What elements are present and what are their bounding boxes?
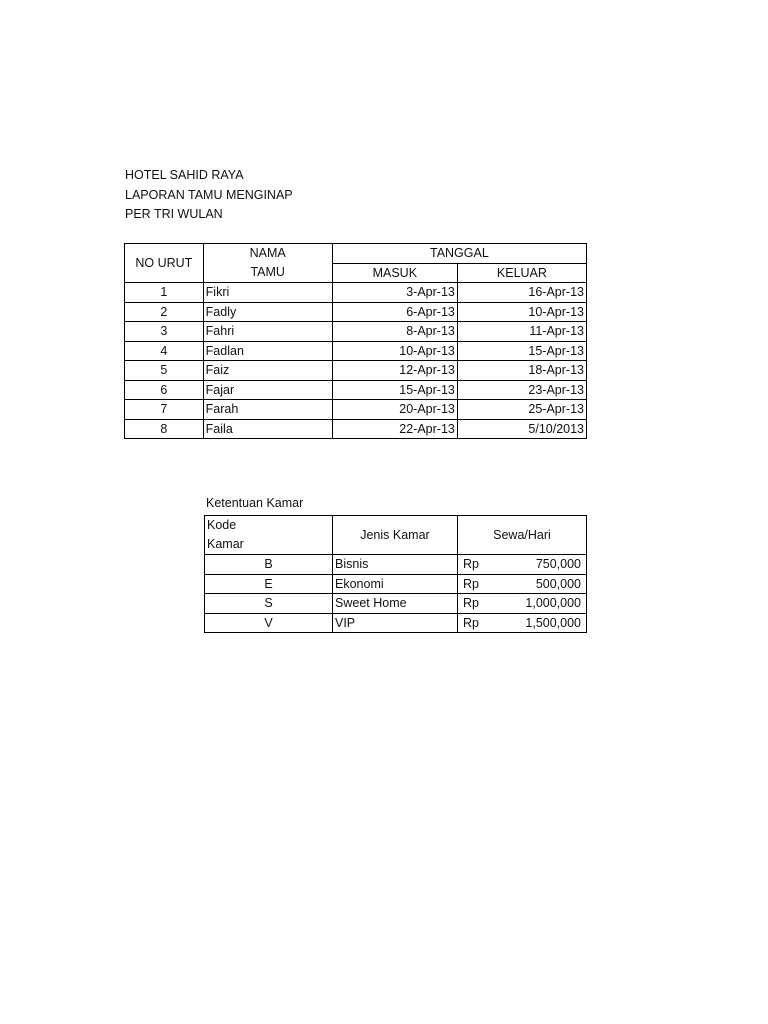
room-table-header-row [205,516,587,555]
cell-jenis-kamar: Sweet Home [333,594,458,614]
cell-tanggal-masuk: 3-Apr-13 [332,283,457,303]
cell-tanggal-masuk: 10-Apr-13 [332,341,457,361]
cell-nama-tamu: Fadlan [203,341,332,361]
cell-nama-tamu: Fajar [203,380,332,400]
cell-no-urut: 2 [125,302,204,322]
cell-kode-kamar: V [205,613,333,633]
cell-no-urut: 7 [125,400,204,420]
cell-kode-kamar: S [205,594,333,614]
cell-nama-tamu: Farah [203,400,332,420]
cell-tanggal-masuk: 12-Apr-13 [332,361,457,381]
cell-sewa-hari [457,594,586,614]
header-kode-line2: Kamar [207,537,244,551]
report-title-block [125,166,293,225]
cell-nama-tamu: Fahri [203,322,332,342]
table-row [125,341,587,361]
rent-amount: 750,000 [535,557,581,571]
currency-label: Rp [462,596,479,610]
header-masuk: MASUK [332,263,457,283]
table-row [125,302,587,322]
header-tanggal: TANGGAL [332,244,586,264]
header-keluar: KELUAR [457,263,586,283]
header-jenis-kamar: Jenis Kamar [333,516,458,555]
cell-tanggal-masuk: 6-Apr-13 [332,302,457,322]
cell-nama-tamu: Faiz [203,361,332,381]
room-table [204,515,587,633]
header-nama-line1: NAMA [249,246,286,260]
cell-nama-tamu: Fadly [203,302,332,322]
guest-table-header-row [125,244,587,264]
table-row [125,380,587,400]
table-row [205,594,587,614]
currency-label: Rp [462,557,479,571]
guest-table-body [125,283,587,439]
cell-tanggal-keluar: 18-Apr-13 [457,361,586,381]
cell-tanggal-keluar: 25-Apr-13 [457,400,586,420]
header-kode-line1: Kode [207,518,237,532]
rent-amount: 1,500,000 [525,615,581,630]
cell-no-urut: 6 [125,380,204,400]
cell-tanggal-keluar: 15-Apr-13 [457,341,586,361]
table-row [205,574,587,594]
cell-sewa-hari [457,613,586,633]
cell-tanggal-keluar: 5/10/2013 [457,419,586,439]
rent-amount: 1,000,000 [525,596,581,610]
header-sewa-hari: Sewa/Hari [457,516,586,555]
table-row [125,322,587,342]
cell-kode-kamar: E [205,574,333,594]
report-period: PER TRI WULAN [125,207,223,221]
rent-amount: 500,000 [535,576,581,591]
table-row [125,400,587,420]
table-row [125,283,587,303]
cell-tanggal-keluar: 10-Apr-13 [457,302,586,322]
room-table-body [205,555,587,633]
table-row [205,613,587,633]
cell-sewa-hari [457,555,586,575]
cell-nama-tamu: Fikri [203,283,332,303]
cell-no-urut: 1 [125,283,204,303]
guest-table [124,243,587,439]
cell-no-urut: 5 [125,361,204,381]
cell-tanggal-keluar: 16-Apr-13 [457,283,586,303]
cell-jenis-kamar: Bisnis [333,555,458,575]
table-row [125,419,587,439]
header-nama-tamu [203,244,332,283]
cell-tanggal-keluar: 23-Apr-13 [457,380,586,400]
cell-tanggal-keluar: 11-Apr-13 [457,322,586,342]
table-row [125,361,587,381]
room-section-label: Ketentuan Kamar [206,496,304,510]
cell-tanggal-masuk: 22-Apr-13 [332,419,457,439]
currency-label: Rp [462,615,479,630]
header-kode-kamar [205,516,333,555]
cell-jenis-kamar: Ekonomi [333,574,458,594]
cell-no-urut: 8 [125,419,204,439]
report-title: LAPORAN TAMU MENGINAP [125,187,293,202]
cell-tanggal-masuk: 15-Apr-13 [332,380,457,400]
header-no-urut: NO URUT [125,244,204,283]
currency-label: Rp [462,576,479,591]
cell-kode-kamar: B [205,555,333,575]
header-nama-line2: TAMU [250,265,285,279]
cell-jenis-kamar: VIP [333,613,458,633]
table-row [205,555,587,575]
cell-no-urut: 4 [125,341,204,361]
hotel-name: HOTEL SAHID RAYA [125,168,244,182]
cell-tanggal-masuk: 20-Apr-13 [332,400,457,420]
cell-tanggal-masuk: 8-Apr-13 [332,322,457,342]
cell-sewa-hari [457,574,586,594]
cell-no-urut: 3 [125,322,204,342]
cell-nama-tamu: Faila [203,419,332,439]
